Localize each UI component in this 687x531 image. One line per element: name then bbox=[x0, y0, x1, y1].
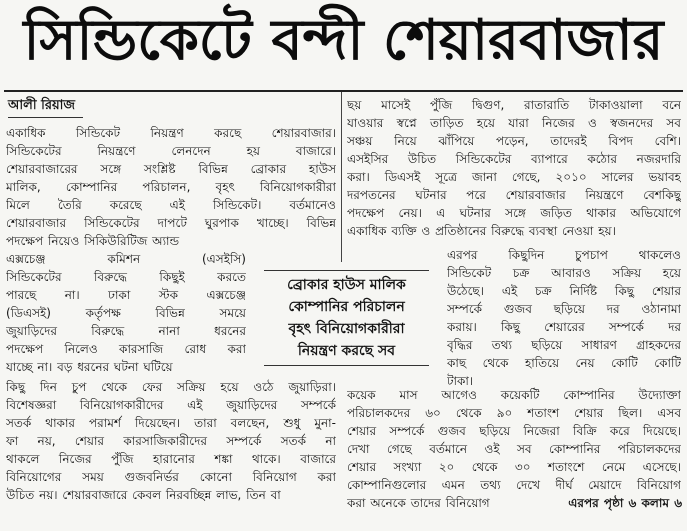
pull-quote bbox=[249, 262, 444, 374]
text-line: এক্সচেঞ্জ কমিশন (এসইসি) bbox=[6, 252, 246, 266]
text-line: দেখা গেছে বর্তমানে ওই সব কোম্পানির পরিচালকদের bbox=[347, 442, 681, 456]
text-line: দরপতনের ঘটনার পরে শেয়ারবাজার নিয়ন্ত্রণে বেশকিছু bbox=[347, 188, 681, 202]
headline-rule bbox=[4, 90, 683, 92]
byline: আলী রিয়াজ bbox=[8, 98, 76, 113]
text-line: উঠেছে। এই চক্র নির্দিষ্ট কিছু শেয়ার bbox=[447, 284, 681, 298]
text-line: যাচ্ছে না। বড় ধরনের ঘটনা ঘটিয়ে bbox=[6, 360, 173, 374]
text-line: জুয়াড়িদের বিরুদ্ধে নানা ধরনের bbox=[6, 324, 246, 338]
text-line: বৃদ্ধির তথ্য ছড়িয়ে সাধারণ গ্রাহকদের bbox=[447, 338, 681, 352]
left-column-bottom bbox=[6, 378, 336, 504]
text-line: পারছে না। ঢাকা স্টক এক্সচেঞ্জ bbox=[6, 288, 246, 302]
text-line: ছয় মাসেই পুঁজি দ্বিগুণ, রাতারাতি টাকাওয়ালা বনে bbox=[347, 98, 681, 112]
pull-quote-top-rule bbox=[264, 270, 429, 271]
text-line: মালিক, কোম্পানির পরিচালন, বৃহৎ বিনিয়োগকারীরা bbox=[6, 180, 336, 194]
pull-quote-line: বৃহৎ বিনিয়োগকারীরা bbox=[288, 321, 405, 337]
text-line: একাধিক সিন্ডিকেট নিয়ন্ত্রণ করছে শেয়ারবাজার। bbox=[6, 126, 336, 140]
text-line: কিছু দিন চুপ থেকে ফের সক্রিয় হয়ে ওঠে জুয়াড়িরা। bbox=[6, 380, 336, 394]
text-line: শেয়ার সম্পর্কে গুজব ছড়িয়ে নিজেরা বিক্রি করে দিয়েছে। bbox=[347, 424, 681, 438]
pull-quote-line: কোম্পানির পরিচালন bbox=[288, 299, 405, 315]
byline-underline bbox=[8, 117, 83, 118]
text-line: পরিচালকদের ৬০ থেকে ৯০ শতাংশ শেয়ার ছিল। এসব bbox=[347, 406, 681, 420]
text-line: শেয়ারবাজার সিন্ডিকেটের দাপটে ঘুরপাক খাচ্ছে। বিভিন্ন bbox=[6, 216, 336, 230]
text-line: করায়। কিছু শেয়ারের সম্পর্কে দর bbox=[447, 320, 681, 334]
text-line: (ডিএসই) কর্তৃপক্ষ বিভিন্ন সময়ে bbox=[6, 306, 246, 320]
continuation-note: এরপর পৃষ্ঠা ৬ কলাম ৬ bbox=[568, 496, 682, 510]
text-line: শেয়ারবাজারের সঙ্গে সংশ্লিষ্ট বিভিন্ন ব্রোকার হাউস bbox=[6, 162, 336, 176]
text-line: কোম্পানিগুলোর এমন তথ্য দেখে দীর্ঘ মেয়াদে বিনিয়োগ bbox=[347, 478, 681, 492]
headline: সিন্ডিকেটে বন্দী শেয়ারবাজার bbox=[23, 8, 664, 73]
right-column-top bbox=[347, 96, 681, 240]
text-line: করা। ডিএসই সূত্রে জানা গেছে, ২০১০ সালের ভয়াবহ bbox=[347, 170, 681, 184]
text-line: পদক্ষেপ নিয়েও সিকিউরিটিজ অ্যান্ড bbox=[6, 234, 180, 248]
text-line: সিন্ডিকেটের বিরুদ্ধে কিছুই করতে bbox=[6, 270, 246, 284]
pull-quote-line: ব্রোকার হাউস মালিক bbox=[287, 277, 406, 293]
text-line: করা অনেকে তাদের বিনিয়োগ bbox=[347, 496, 490, 510]
pull-quote-bottom-rule bbox=[264, 365, 429, 366]
text-line: এরপর কিছুদিন চুপচাপ থাকলেও bbox=[447, 248, 681, 262]
text-line: বিশেষজ্ঞরা বিনিয়োগকারীদের এই জুয়াড়িদের সম্পর্কে bbox=[6, 398, 336, 412]
text-line: টাকা। bbox=[447, 374, 474, 388]
text-line: সতর্ক থাকার পরামর্শ দিয়েছেন। তারা বলছেন, শুধু মুনা- bbox=[6, 416, 336, 430]
right-column-narrow bbox=[447, 246, 681, 390]
text-line: পদক্ষেপ নিলেও কারসাজি রোধ করা bbox=[6, 342, 246, 356]
text-line: কাছ থেকে হাতিয়ে নেয় কোটি কোটি bbox=[447, 356, 681, 370]
pull-quote-line: নিয়ন্ত্রণ করছে সব bbox=[297, 343, 396, 359]
text-line: সঞ্চয় নিয়ে ঝাঁপিয়ে পড়েন, তাদেরই বিপদ বেশি। bbox=[347, 134, 681, 148]
text-line: ফা নয়, শেয়ার কারসাজিকারীদের সম্পর্কে সতর্ক না bbox=[6, 434, 336, 448]
left-column-narrow bbox=[6, 250, 246, 376]
text-line: একাধিক ব্যক্তি ও প্রতিষ্ঠানের বিরুদ্ধে ব্যবস্থা নেওয়া হয়। bbox=[347, 224, 616, 238]
text-line: শেয়ার সংখ্যা ২০ থেকে ৩০ শতাংশে নেমে এসেছে। bbox=[347, 460, 681, 474]
text-line: উচিত নয়। শেয়ারবাজারে কেবল নিরবচ্ছিন্ন লাভ, তিন বা bbox=[6, 488, 281, 502]
left-column-top bbox=[6, 124, 336, 250]
text-line: কয়েক মাস আগেও কয়েকটি কোম্পানির উদ্যোক্তা bbox=[347, 388, 681, 402]
text-line: সম্পর্কে গুজব ছড়িয়ে দর ওঠানামা bbox=[447, 302, 681, 316]
text-line: সিন্ডিকেট চক্র আবারও সক্রিয় হয়ে bbox=[447, 266, 681, 280]
text-line: সিন্ডিকেটের নিয়ন্ত্রণে লেনদেন হয় বাজারে। bbox=[6, 144, 336, 158]
text-line: এসইসির উচিত সিন্ডিকেটের ব্যাপারে কঠোর নজরদারি bbox=[347, 152, 681, 166]
text-line: মিলে তৈরি করেছে এই সিন্ডিকেট। বর্তমানেও bbox=[6, 198, 336, 212]
text-line: যাওয়ার স্বপ্নে তাড়িত হয়ে যারা নিজের ও স্বজনদের সব bbox=[347, 116, 681, 130]
text-line: পদক্ষেপ নেয়। এ ঘটনার সঙ্গে জড়িত থাকার অভিযোগে bbox=[347, 206, 681, 220]
text-line: বিনিয়োগের সময় গুজবনির্ভর কোনো বিনিয়োগ করা bbox=[6, 470, 336, 484]
text-line: থাকলে নিজের পুঁজি হারানোর শঙ্কা থাকে। বাজারে bbox=[6, 452, 336, 466]
